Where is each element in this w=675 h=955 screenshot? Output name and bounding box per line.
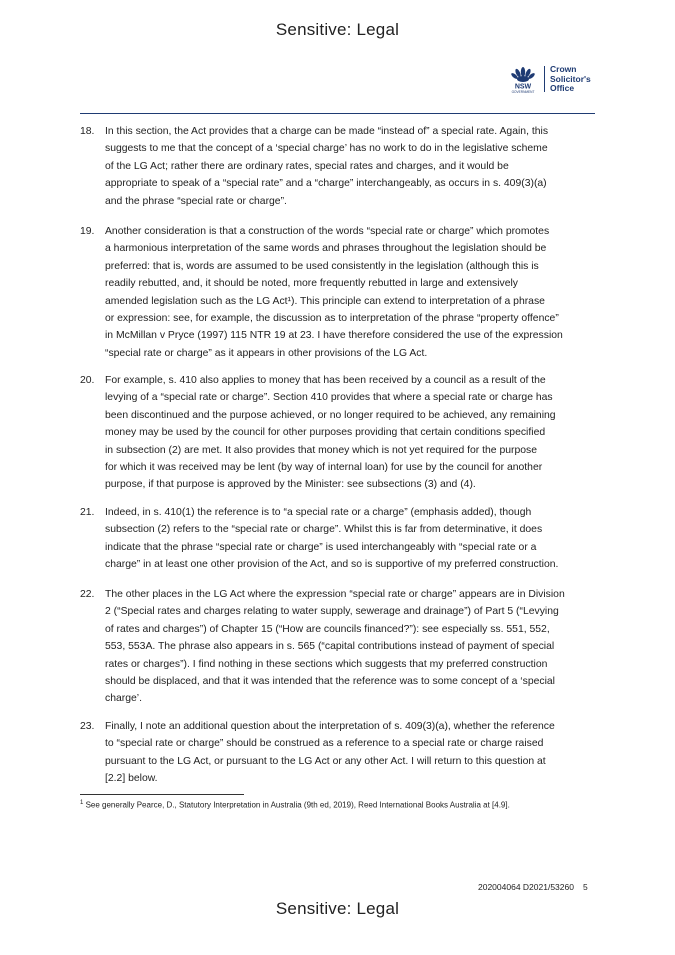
logo-wordmark xyxy=(550,65,591,94)
paragraph-21 xyxy=(80,504,596,574)
logo-line-2: Solicitor's xyxy=(550,73,591,84)
paragraph-body xyxy=(105,718,596,788)
logo-line-3: Office xyxy=(550,83,575,93)
paragraph-line: preferred: that is, words are assumed to be used consistently in the legislation (although this is xyxy=(105,260,539,272)
paragraph-23 xyxy=(80,718,596,788)
footnote-marker: 1 xyxy=(80,800,84,806)
logo-divider xyxy=(544,66,545,92)
paragraph-line: money may be used by the council for other purposes providing that certain conditions specified xyxy=(105,427,546,439)
paragraph-line: levying of a “special rate or charge”. Section 410 provides that where a special rate or charge has xyxy=(105,392,553,404)
document-reference: 202004064 D2021/53260 xyxy=(478,882,574,892)
paragraph-body xyxy=(105,123,596,210)
paragraph-number: 18. xyxy=(80,126,95,137)
paragraph-line: For example, s. 410 also applies to money that has been received by a council as a result of the xyxy=(105,375,546,386)
paragraph-line: amended legislation such as the LG Act¹). This principle can extend to interpretation of a phrase xyxy=(105,295,545,307)
paragraph-line: charge’. xyxy=(105,693,142,705)
paragraph-number: 23. xyxy=(80,721,95,732)
paragraph-line: been discontinued and the purpose achieved, or no longer required to be achieved, any remaining xyxy=(105,409,556,421)
paragraph-line: 2 (“Special rates and charges relating to water supply, sewerage and drainage”) of Part 5 (“Levying xyxy=(105,606,559,618)
footnote-text: See generally Pearce, D., Statutory Interpretation in Australia (9th ed, 2019), Reed International Books Australia at [4.9]. xyxy=(85,800,510,810)
paragraph-line: a harmonious interpretation of the same words and phrases throughout the legislation should be xyxy=(105,243,547,255)
paragraph-line: charge” in at least one other provision of the Act, and so is supportive of my preferred construction. xyxy=(105,559,559,571)
header-rule xyxy=(80,113,595,114)
sensitivity-banner-bottom: Sensitive: Legal xyxy=(275,899,400,918)
paragraph-line: or expression: see, for example, the discussion as to interpretation of the phrase “property offence” xyxy=(105,313,559,325)
logo-line-1: Crown xyxy=(550,64,577,74)
paragraph-number: 21. xyxy=(80,507,95,518)
paragraph-line: and the phrase “special rate or charge”. xyxy=(105,195,287,207)
paragraph-line: Finally, I note an additional question about the interpretation of s. 409(3)(a), whether the reference xyxy=(105,721,555,732)
paragraph-20 xyxy=(80,372,596,494)
sensitivity-banner-top: Sensitive: Legal xyxy=(275,20,400,39)
paragraph-line: suggests to me that the concept of a ‘special charge’ has no work to do in the legislative scheme xyxy=(105,143,548,155)
paragraph-line: The other places in the LG Act where the expression “special rate or charge” appears are in Division xyxy=(105,589,565,600)
paragraph-line: 553, 553A. The phrase also appears in s. 565 (“capital contributions instead of payment of special xyxy=(105,641,555,653)
paragraph-line: Indeed, in s. 410(1) the reference is to “a special rate or a charge” (emphasis added), though xyxy=(105,507,532,518)
paragraph-body xyxy=(105,223,596,362)
paragraph-22 xyxy=(80,586,596,708)
paragraph-line: Another consideration is that a construction of the words “special rate or charge” which promotes xyxy=(105,226,550,237)
paragraph-18 xyxy=(80,123,596,210)
paragraph-line: [2.2] below. xyxy=(105,773,158,785)
paragraph-line: purpose, if that purpose is approved by the Minister: see subsections (3) and (4). xyxy=(105,479,476,491)
paragraph-number: 19. xyxy=(80,226,95,237)
paragraph-line: rates or charges”). I find nothing in these sections which suggests that my preferred construction xyxy=(105,658,548,670)
paragraph-number: 22. xyxy=(80,589,95,600)
paragraph-line: should be displaced, and that it was intended that the reference was to some concept of a ‘special xyxy=(105,676,555,688)
crown-solicitors-office-logo xyxy=(508,64,600,94)
paragraph-line: of the LG Act; rather there are ordinary rates, special rates and charges, and it would be xyxy=(105,160,509,172)
logo-mark-text: NSW xyxy=(514,83,532,91)
paragraph-line: pursuant to the LG Act, or pursuant to the LG Act or any other Act. I will return to this question at xyxy=(105,755,546,767)
paragraph-line: readily rebutted, and, it should be noted, more frequently rebutted in large and extensively xyxy=(105,278,518,290)
paragraph-line: of rates and charges”) of Chapter 15 (“How are councils financed?”): see especially ss. 551, 552, xyxy=(105,623,550,635)
logo-mark-subtext: GOVERNMENT xyxy=(511,90,535,94)
paragraph-line: in subsection (2) are met. It also provides that money which is not yet required for the purpose xyxy=(105,444,538,456)
paragraph-line: “special rate or charge” as it appears in other provisions of the LG Act. xyxy=(105,347,428,359)
page-number: 5 xyxy=(583,882,588,892)
paragraph-line: in McMillan v Pryce (1997) 115 NTR 19 at 23. I have therefore considered the use of the expression xyxy=(105,330,563,342)
paragraph-line: In this section, the Act provides that a charge can be made “instead of” a special rate. Again, this xyxy=(105,126,549,137)
paragraph-number: 20. xyxy=(80,375,95,386)
paragraph-line: subsection (2) refers to the “special rate or charge”. Whilst this is far from determinative, it does xyxy=(105,524,543,536)
footnote-separator xyxy=(80,794,244,795)
paragraph-line: indicate that the phrase “special rate or charge” is used interchangeably with “special rate or a xyxy=(105,541,537,553)
paragraph-body xyxy=(105,372,596,494)
paragraph-19 xyxy=(80,223,596,362)
paragraph-line: appropriate to speak of a “special rate” and a “charge” interchangeably, as occurs in s. 409(3)(a) xyxy=(105,178,547,190)
paragraph-line: for which it was received may be lent (by way of internal loan) for use by the council for another xyxy=(105,462,543,474)
paragraph-body xyxy=(105,504,596,574)
footnote xyxy=(80,798,600,811)
paragraph-line: to “special rate or charge” should be construed as a reference to a special rate or charge raised xyxy=(105,738,544,750)
nsw-waratah-icon xyxy=(508,64,538,94)
paragraph-body xyxy=(105,586,596,708)
